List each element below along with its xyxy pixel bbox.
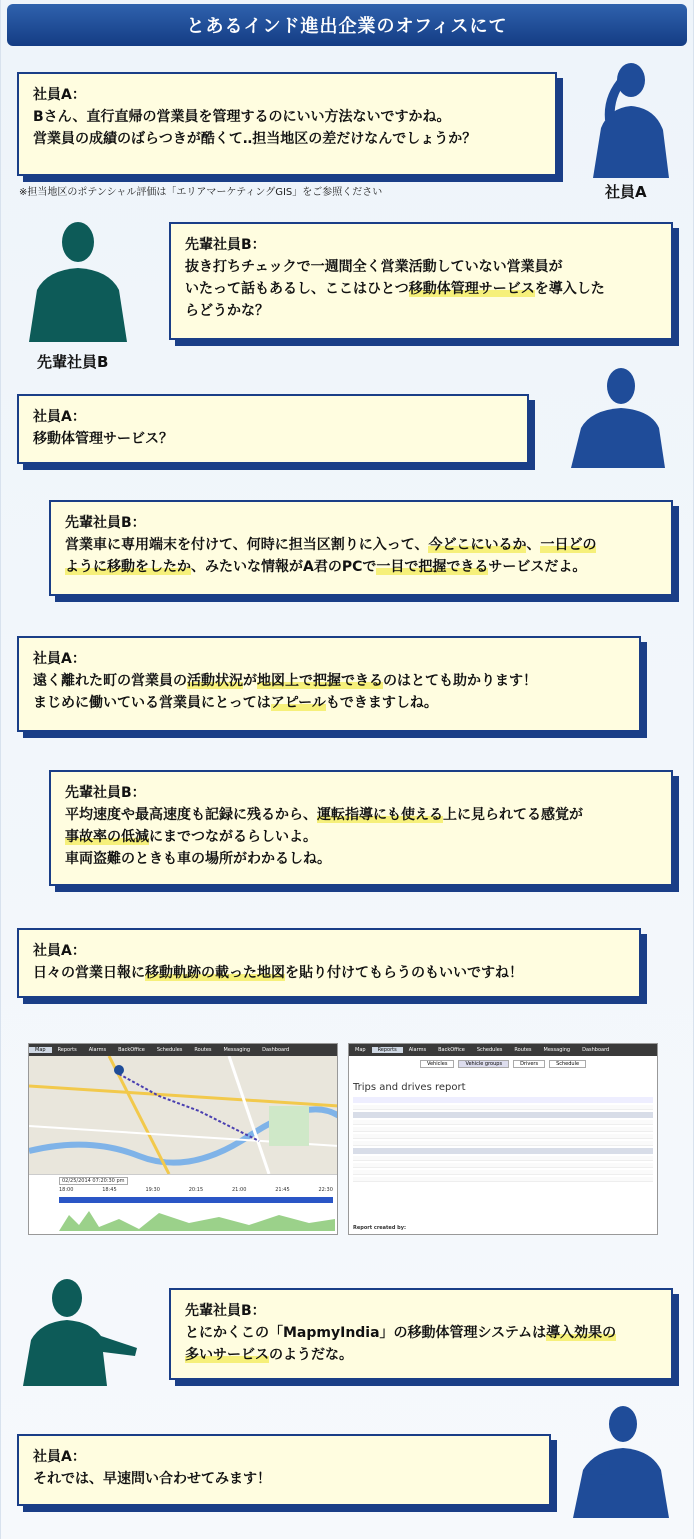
map-view	[29, 1056, 338, 1174]
report-tab: Schedules	[476, 1047, 503, 1053]
employee-a-silhouette-icon	[567, 364, 667, 468]
highlight: 運転指導にも使える	[317, 807, 443, 823]
highlight: 今どこにいるか	[428, 537, 527, 553]
speed-graph	[59, 1205, 335, 1231]
time-tick: 20:15	[188, 1187, 204, 1193]
highlight: 一日どの	[540, 537, 597, 553]
report-tab: Messaging	[543, 1047, 571, 1053]
senior-b-pointing-icon	[19, 1276, 139, 1386]
map-tab: Alarms	[88, 1047, 107, 1053]
report-tab-bar	[349, 1044, 657, 1056]
report-tab: Reports	[372, 1047, 403, 1053]
highlight: ように移動をしたか	[65, 559, 191, 575]
highlight: 移動体管理サービス	[408, 281, 535, 297]
map-tab: Messaging	[223, 1047, 251, 1053]
time-tick: 22:30	[318, 1187, 333, 1193]
map-tab: Map	[29, 1047, 52, 1053]
map-screenshot	[28, 1043, 338, 1235]
dialogue-bubble-7: 社員A： 日々の営業日報に移動軌跡の載った地図を貼り付けてもらうのもいいですね！	[17, 928, 641, 998]
speaker-label: 社員A：	[33, 87, 86, 103]
highlight: 地図上で把握できる	[257, 673, 383, 689]
report-footer: Report created by:	[353, 1225, 406, 1231]
map-tab: Schedules	[156, 1047, 183, 1053]
map-tab: BackOffice	[118, 1047, 145, 1053]
report-tab: BackOffice	[438, 1047, 465, 1053]
time-tick: 21:45	[275, 1187, 290, 1193]
report-table	[353, 1097, 653, 1182]
highlight: 事故率の低減	[65, 829, 149, 845]
time-tick: 19:30	[145, 1187, 160, 1193]
report-tab: Alarms	[408, 1047, 427, 1053]
dialogue-bubble-4: 先輩社員B： 営業車に専用端末を付けて、何時に担当区割りに入って、今どこにいるか、一日どの ように移動をしたか、みたいな情報がA君のPCで一目で把握できるサービスだよ。	[49, 500, 673, 596]
dialogue-bubble-9: 社員A： それでは、早速問い合わせてみます！	[17, 1434, 551, 1506]
report-title: Trips and drives report	[353, 1082, 466, 1093]
report-tab: Routes	[514, 1047, 532, 1053]
dialogue-bubble-2: 先輩社員B： 抜き打ちチェックで一週間全く営業活動していない営業員が いたって話もあるし、ここはひとつ移動体管理サービスを導入した らどうかな？	[169, 222, 673, 340]
time-tick: 18:00	[59, 1187, 74, 1193]
time-label: 02/25/2014 07:20:30 pm	[59, 1177, 128, 1185]
map-tab: Dashboard	[262, 1047, 290, 1053]
footnote: ※担当地区のポテンシャル評価は「エリアマーケティングGIS」をご参照ください	[19, 187, 383, 198]
map-tab: Routes	[194, 1047, 212, 1053]
report-tab: Dashboard	[582, 1047, 610, 1053]
time-tick: 21:00	[232, 1187, 247, 1193]
map-tab: Reports	[57, 1047, 77, 1053]
senior-b-silhouette-icon	[23, 216, 133, 342]
timeline	[29, 1174, 337, 1234]
dialogue-bubble-3: 社員A： 移動体管理サービス？	[17, 394, 529, 464]
time-tick: 18:45	[102, 1187, 117, 1193]
dialogue-bubble-8: 先輩社員B： とにかくこの「MapmyIndia」の移動体管理システムは導入効果の 多いサービスのようだな。	[169, 1288, 673, 1380]
report-subtabs: Vehicles Vehicle groups Drivers Schedule	[349, 1060, 657, 1068]
dialogue-bubble-5: 社員A： 遠く離れた町の営業員の活動状況が地図上で把握できるのはとても助かります！ まじめに働いている営業員にとってはアピールもできますしね。	[17, 636, 641, 732]
highlight: 一目で把握できる	[376, 559, 489, 575]
highlight: 移動軌跡の載った地図	[145, 965, 285, 981]
page-title: とあるインド進出企業のオフィスにて	[186, 16, 508, 37]
dialogue-bubble-6: 先輩社員B： 平均速度や最高速度も記録に残るから、運転指導にも使える上に見られてる感覚が 事故率の低減にまでつながるらしいよ。 車両盗難のときも車の場所がわかるしね。	[49, 770, 673, 886]
report-screenshot	[348, 1043, 658, 1235]
employee-a-phone-icon	[583, 58, 673, 178]
highlight: アピール	[270, 695, 326, 711]
senior-b-label: 先輩社員B	[37, 353, 109, 371]
employee-a-fist-icon	[571, 1402, 671, 1518]
highlight: 導入効果の	[546, 1325, 617, 1341]
page-header	[7, 4, 687, 46]
employee-a-label: 社員A	[605, 183, 647, 201]
highlight: 多いサービス	[185, 1347, 269, 1363]
report-tab: Map	[355, 1047, 366, 1053]
highlight: 活動状況	[187, 673, 243, 689]
dialogue-bubble-1: 社員A： Bさん、直行直帰の営業員を管理するのにいい方法ないですかね。 営業員の成績のばらつきが酷くて‥担当地区の差だけなんでしょうか？	[17, 72, 557, 176]
map-tab-bar	[29, 1044, 337, 1056]
